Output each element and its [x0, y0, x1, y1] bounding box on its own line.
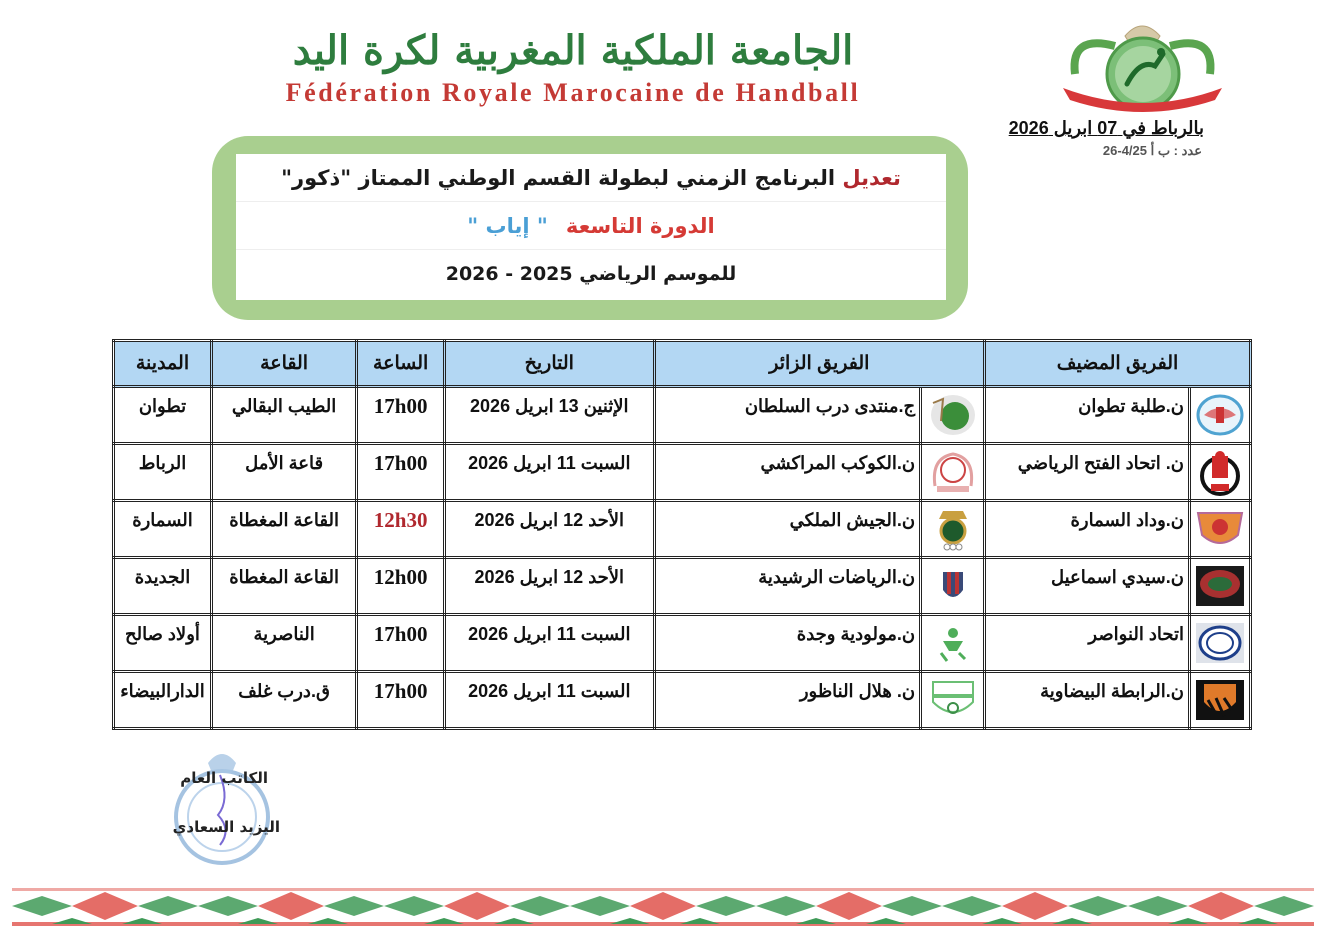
away-team: ن.الكوكب المراكشي [654, 444, 921, 501]
home-team: ن. اتحاد الفتح الرياضي [985, 444, 1190, 501]
moroccan-pattern-band [12, 886, 1314, 927]
match-date: السبت 11 ابريل 2026 [444, 615, 654, 672]
match-date: الأحد 12 ابريل 2026 [444, 558, 654, 615]
sidi-ismail-crest-icon [1194, 562, 1246, 610]
venue: القاعة المغطاة [211, 501, 356, 558]
signatory-name: اليزيد السعادي [172, 818, 280, 836]
venue: القاعة المغطاة [211, 558, 356, 615]
title-line-1 [236, 154, 946, 202]
header-date: التاريخ [444, 341, 654, 387]
round-label: الدورة التاسعة [565, 213, 715, 238]
hilal-nador-crest-icon [927, 676, 979, 724]
venue: الناصرية [211, 615, 356, 672]
home-team: ن.سيدي اسماعيل [985, 558, 1190, 615]
reference-number: عدد : ب أ 4/25-26 [1102, 143, 1202, 158]
rachidia-crest-icon [927, 562, 979, 610]
venue: الطيب البقالي [211, 387, 356, 444]
header-time: الساعة [357, 341, 445, 387]
away-team-logo [921, 444, 985, 501]
match-date: السبت 11 ابريل 2026 [444, 672, 654, 729]
nouasser-crest-icon [1194, 619, 1246, 667]
federation-name-french: Fédération Royale Marocaine de Handball [285, 78, 861, 107]
match-date: الإثنين 13 ابريل 2026 [444, 387, 654, 444]
match-time: 12h00 [357, 558, 445, 615]
home-team-logo [1190, 444, 1251, 501]
match-time: 17h00 [357, 672, 445, 729]
header-city: المدينة [114, 341, 212, 387]
rabita-baidaouia-crest-icon [1194, 676, 1246, 724]
home-team-logo [1190, 387, 1251, 444]
far-rabat-crest-icon [927, 505, 979, 553]
leg-label: " إياب " [467, 213, 548, 238]
match-date: السبت 11 ابريل 2026 [444, 444, 654, 501]
home-team: ن.الرابطة البيضاوية [985, 672, 1190, 729]
home-team: ن.طلبة تطوان [985, 387, 1190, 444]
fus-rabat-crest-icon [1194, 448, 1246, 496]
city: الجديدة [114, 558, 212, 615]
away-team-logo [921, 558, 985, 615]
signature-block [160, 745, 290, 870]
kacm-crest-icon [927, 448, 979, 496]
away-team: ن. هلال الناظور [654, 672, 921, 729]
title-box [236, 154, 946, 300]
match-time: 17h00 [357, 387, 445, 444]
match-time: 17h00 [357, 444, 445, 501]
home-team: اتحاد النواصر [985, 615, 1190, 672]
away-team-logo [921, 387, 985, 444]
home-team-logo [1190, 558, 1251, 615]
season-label: للموسم الرياضي 2025 - 2026 [445, 263, 737, 285]
match-time: 17h00 [357, 615, 445, 672]
signatory-title: الكاتب العام [180, 769, 268, 787]
table-header-row [114, 341, 1251, 387]
place-date: بالرباط في 07 ابريل 2026 [1008, 118, 1204, 138]
title-frame [212, 136, 968, 320]
home-team-logo [1190, 672, 1251, 729]
match-date: الأحد 12 ابريل 2026 [444, 501, 654, 558]
match-time-changed: 12h30 [357, 501, 445, 558]
home-team: ن.وداد السمارة [985, 501, 1190, 558]
federation-name-arabic: الجامعة الملكية المغربية لكرة اليد [292, 27, 854, 74]
mco-oujda-crest-icon [927, 619, 979, 667]
header-away-team: الفريق الزائر [654, 341, 984, 387]
city: الدارالبيضاء [114, 672, 212, 729]
away-team: ج.منتدى درب السلطان [654, 387, 921, 444]
table-row [114, 501, 1251, 558]
city: الرباط [114, 444, 212, 501]
table-row [114, 444, 1251, 501]
away-team-logo [921, 501, 985, 558]
derb-sultan-forum-crest-icon [927, 391, 979, 439]
table-row [114, 558, 1251, 615]
home-team-logo [1190, 615, 1251, 672]
venue: ق.درب غلف [211, 672, 356, 729]
city: السمارة [114, 501, 212, 558]
header-venue: القاعة [211, 341, 356, 387]
away-team: ن.مولودية وجدة [654, 615, 921, 672]
tetouan-students-crest-icon [1194, 391, 1246, 439]
header-home-team: الفريق المضيف [985, 341, 1251, 387]
federation-stamp-icon [160, 745, 290, 870]
home-team-logo [1190, 501, 1251, 558]
schedule-title: البرنامج الزمني لبطولة القسم الوطني الممتاز "ذكور" [281, 165, 836, 190]
amendment-label: تعديل [842, 165, 901, 190]
venue: قاعة الأمل [211, 444, 356, 501]
away-team: ن.الجيش الملكي [654, 501, 921, 558]
frmhb-crest-icon [1055, 14, 1230, 114]
table-row [114, 387, 1251, 444]
away-team-logo [921, 672, 985, 729]
table-row [114, 615, 1251, 672]
city: تطوان [114, 387, 212, 444]
match-schedule-table [112, 339, 1252, 730]
away-team: ن.الرياضات الرشيدية [654, 558, 921, 615]
away-team-logo [921, 615, 985, 672]
table-row [114, 672, 1251, 729]
widad-smara-crest-icon [1194, 505, 1246, 553]
city: أولاد صالح [114, 615, 212, 672]
title-line-2 [236, 202, 946, 250]
